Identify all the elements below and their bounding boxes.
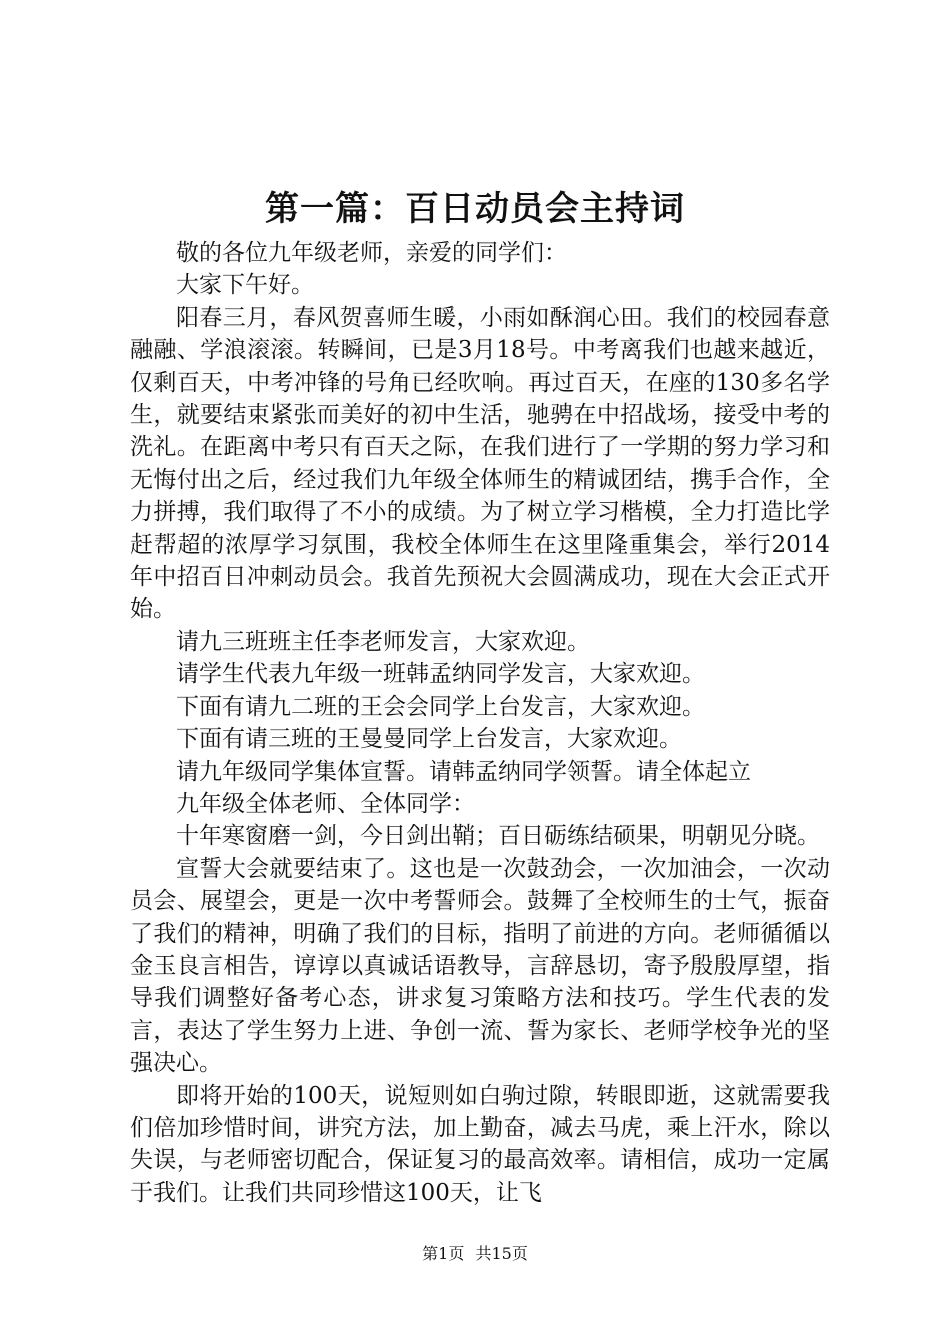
paragraph-greeting: 大家下午好。	[176, 272, 314, 299]
paragraph-closing: 宣誓大会就要结束了。这也是一次鼓劲会，一次加油会，一次动员会、展望会，更是一次中考誓师会。鼓舞了全校师生的士气，振奋了我们的精神，明确了我们的目标，指明了前进的方向。老师循循以金玉良言相告，谆谆以真诚话语教导，言辞恳切，寄予殷殷厚望，指导我们调整好备考心态，讲求复习策略方法和技巧。学生代表的发言，表达了学生努力上进、争创一流、誓为家长、老师学校争光的坚强决心。	[130, 855, 830, 1077]
document-title: 第一篇：百日动员会主持词	[265, 189, 685, 229]
paragraph-speaker-student-1: 请学生代表九年级一班韩孟纳同学发言，大家欢迎。	[176, 661, 705, 688]
paragraph-hundred-days: 即将开始的100天，说短则如白驹过隙，转眼即逝，这就需要我们倍加珍惜时间，讲究方法，加上勤奋，减去马虎，乘上汗水，除以失误，与老师密切配合，保证复习的最高效率。请相信，成功一定属于我们。让我们共同珍惜这100天，让飞	[130, 1082, 830, 1206]
paragraph-oath: 十年寒窗磨一剑，今日剑出鞘；百日砺练结硕果，明朝见分晓。	[176, 823, 820, 850]
document-body	[130, 237, 830, 1209]
paragraph-speaker-student-2: 下面有请九二班的王会会同学上台发言，大家欢迎。	[176, 693, 705, 720]
page-total: 共15页	[475, 1244, 528, 1263]
paragraph-speaker-student-3: 下面有请三班的王曼曼同学上台发言，大家欢迎。	[176, 726, 682, 753]
page-footer	[0, 1243, 950, 1265]
paragraph-oath-address: 九年级全体老师、全体同学：	[176, 790, 475, 817]
paragraph-opening: 阳春三月，春风贺喜师生暖，小雨如酥润心田。我们的校园春意融融、学浪滚滚。转瞬间，已是3月18号。中考离我们也越来越近，仅剩百天，中考冲锋的号角已经吹响。再过百天，在座的130多名学生，就要结束紧张而美好的初中生活，驰骋在中招战场，接受中考的洗礼。在距离中考只有百天之际，在我们进行了一学期的努力学习和无悔付出之后，经过我们九年级全体师生的精诚团结，携手合作，全力拼搏，我们取得了不小的成绩。为了树立学习楷模，全力打造比学赶帮超的浓厚学习氛围，我校全体师生在这里隆重集会，举行2014年中招百日冲刺动员会。我首先预祝大会圆满成功，现在大会正式开始。	[130, 304, 830, 623]
paragraph-oath-call: 请九年级同学集体宣誓。请韩孟纳同学领誓。请全体起立	[176, 758, 751, 785]
page-number: 第1页	[422, 1244, 465, 1263]
paragraph-salutation: 敬的各位九年级老师，亲爱的同学们：	[176, 240, 567, 266]
paragraph-speaker-teacher: 请九三班班主任李老师发言，大家欢迎。	[176, 628, 590, 655]
